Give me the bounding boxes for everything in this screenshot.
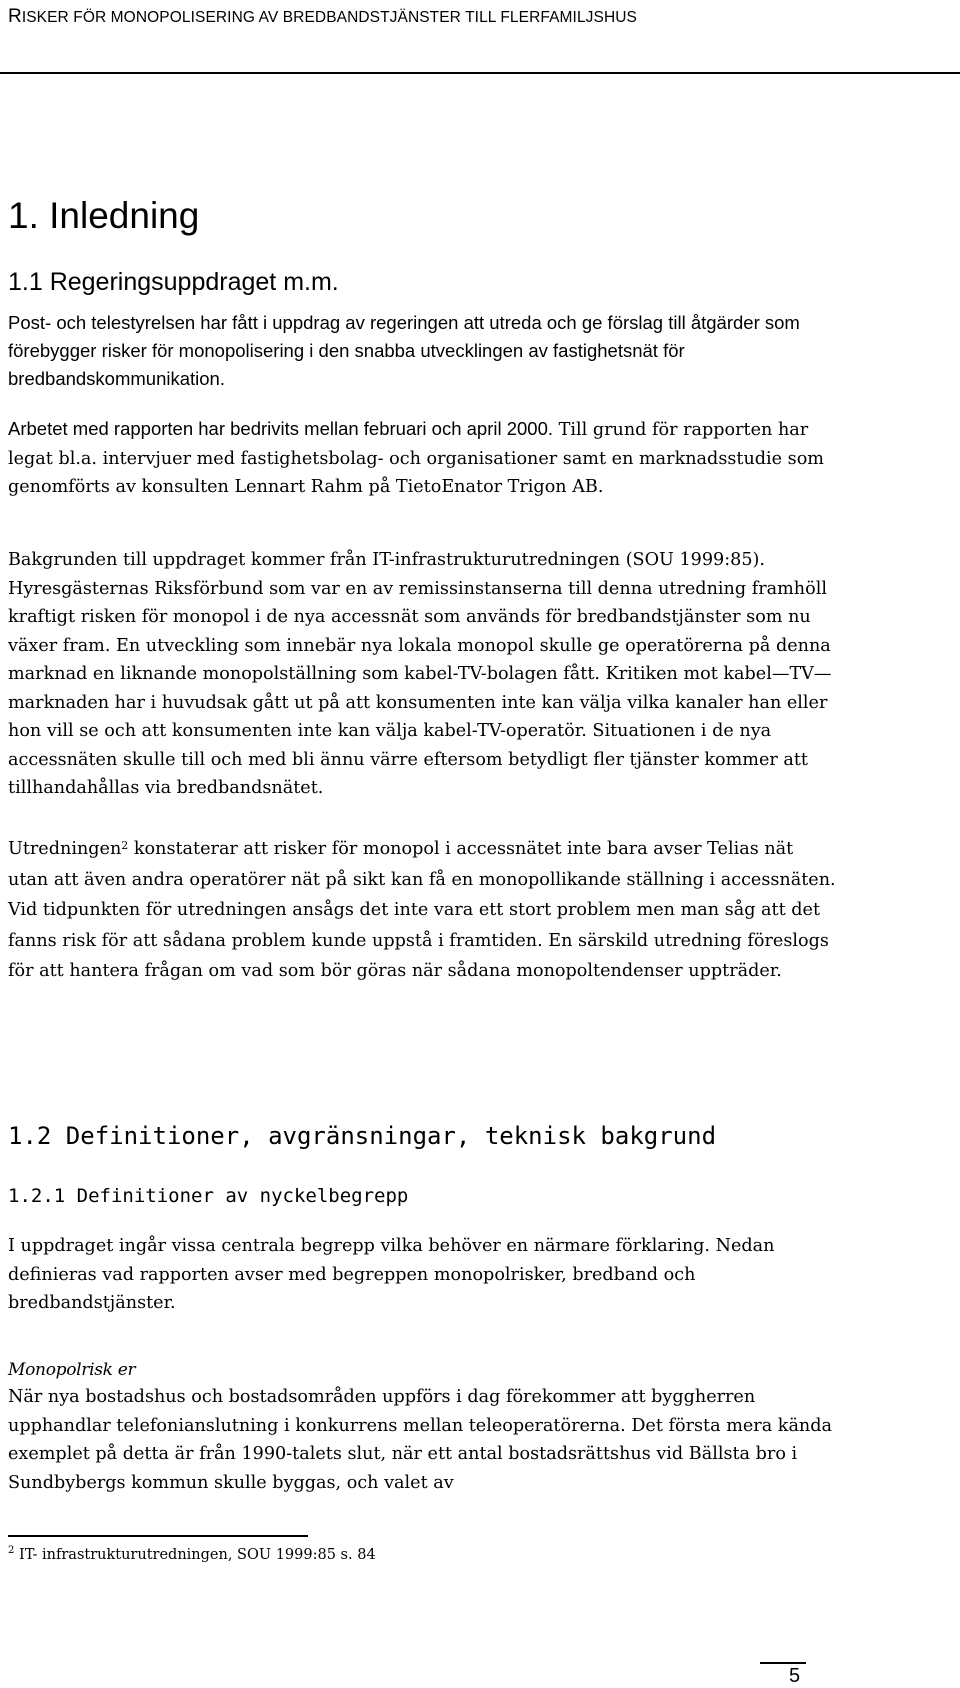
paragraph-definitions: I uppdraget ingår vissa centrala begrepp vilka behöver en närmare förklaring. Nedan definieras vad rapporten avser med begreppen monopolrisker, bredband och bredbandstjänster.: [8, 1236, 775, 1313]
paragraph-work-part1: Arbetet med rapporten har bedrivits mellan februari och april 2000.: [8, 418, 554, 439]
page-number: 5: [789, 1665, 801, 1687]
footnote-ref[interactable]: 2: [121, 839, 129, 852]
paragraph-inquiry-part2: konstaterar att risker för monopol i accessnätet inte bara avser Telias nät utan att även andra operatörer nät på sikt kan få en monopollikande ställning i accessnäten. Vid tidpunkten för utredningen ansågs det inte vara ett stort problem men man såg att det fanns risk för att sådana problem kunde uppstå i framtiden. En särskild utredning föreslogs för att hantera frågan om vad som bör göras när sådana monopoltendenser uppträder.: [8, 839, 836, 981]
running-header: [8, 6, 637, 28]
paragraph-work: [8, 415, 838, 502]
footnote-rule: [8, 1535, 308, 1537]
section-title-1-2-1: 1.2.1 Definitioner av nyckelbegrepp: [8, 1185, 409, 1207]
paragraph-monopoly-risks: När nya bostadshus och bostadsområden uppförs i dag förekommer att byggherren upphandlar telefonianslutning i konkurrens mellan teleoperatörerna. Det första mera kända exemplet på detta är från 1990-talets slut, när ett antal bostadsrättshus vid Bällsta bro i Sundbybergs kommun skulle byggas, och valet av: [8, 1387, 833, 1493]
footnote-number: 2: [8, 1545, 15, 1556]
section-title-1-2: 1.2 Definitioner, avgränsningar, teknisk bakgrund: [8, 1122, 717, 1150]
paragraph-inquiry: [8, 834, 838, 987]
term-heading: Monopolrisk er: [8, 1360, 136, 1380]
paragraph-inquiry-part1: Utredningen: [8, 839, 122, 859]
footnote: [8, 1547, 376, 1563]
footnote-text: IT- infrastrukturutredningen, SOU 1999:85 s. 84: [14, 1547, 376, 1563]
running-header-initial: R: [8, 6, 22, 27]
paragraph-assignment: Post- och telestyrelsen har fått i uppdrag av regeringen att utreda och ge förslag till åtgärder som förebygger risker för monopolisering i den snabba utvecklingen av fastighetsnät för bredbandskommunikation.: [8, 312, 800, 389]
paragraph-work-part2: Till grund för rapporten har legat bl.a. intervjuer med fastighetsbolag- och organisationer samt en marknadsstudie som genomförts av konsulten Lennart Rahm på TietoEnator Trigon AB.: [8, 420, 824, 497]
paragraph-background: Bakgrunden till uppdraget kommer från IT-infrastrukturutredningen (SOU 1999:85). Hyresgästernas Riksförbund som var en av remissinstanserna till denna utredning framhöll kraftigt risken för monopol i de nya accessnät som används för bredbandstjänster som nu växer fram. En utveckling som innebär nya lokala monopol skulle ge operatörerna på denna marknad en liknande monopolställning som kabel-TV-bolagen fått. Kritiken mot kabel—TV—marknaden har i huvudsak gått ut på att konsumenten inte kan välja vilka kanaler han eller hon vill se och att konsumenten inte kan välja kabel-TV-operatör. Situationen i de nya accessnäten skulle till och med bli ännu värre eftersom betydligt fler tjänster kommer att tillhandahållas via bredbandsnätet.: [8, 550, 832, 798]
page-number-rule: [760, 1662, 806, 1664]
header-rule: [0, 72, 960, 74]
section-title-1-1: 1.1 Regeringsuppdraget m.m.: [8, 268, 339, 296]
chapter-title: 1. Inledning: [8, 195, 200, 236]
running-header-text: ISKER FÖR MONOPOLISERING AV BREDBANDSTJÄNSTER TILL FLERFAMILJSHUS: [21, 9, 637, 26]
